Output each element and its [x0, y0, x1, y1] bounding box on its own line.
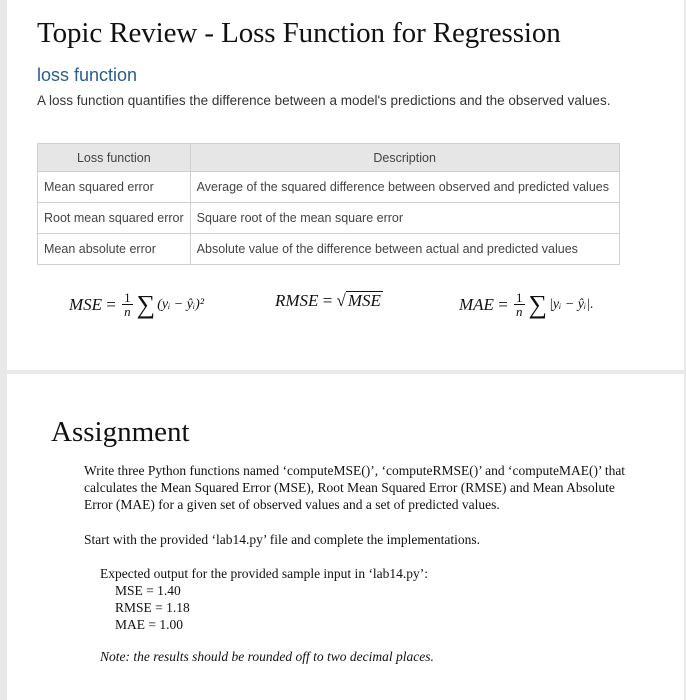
expected-output-intro: Expected output for the provided sample input in ‘lab14.py’: — [100, 566, 429, 581]
fraction-numerator: 1 — [516, 290, 523, 305]
section-heading: loss function — [37, 65, 138, 85]
table-row — [38, 234, 620, 265]
sigma-icon: ∑ — [136, 289, 156, 319]
fraction-denominator: n — [516, 304, 523, 319]
mse-term: (yᵢ − ŷᵢ)² — [157, 296, 205, 312]
table-row — [38, 203, 620, 234]
cell-loss-name: Mean absolute error — [38, 234, 191, 265]
mae-formula: MAE = $\frac{1}{n}$ ∑ |yᵢ − ŷᵢ|. — [459, 289, 594, 319]
rmse-label: RMSE — [275, 291, 319, 310]
output-mae: MAE = 1.00 — [115, 617, 183, 632]
output-mse: MSE = 1.40 — [115, 583, 181, 598]
rounding-note: Note: the results should be rounded off to two decimal places. — [100, 649, 434, 664]
slide-title: Topic Review - Loss Function for Regression — [37, 17, 561, 49]
mae-term: |yᵢ − ŷᵢ|. — [549, 296, 594, 312]
cell-loss-name: Mean squared error — [38, 172, 191, 203]
mse-formula: MSE = $\frac{1}{n}$ ∑ (yᵢ − ŷᵢ)² — [69, 289, 205, 319]
rmse-formula: RMSE = √ MSE — [275, 291, 381, 310]
fraction-denominator: n — [124, 304, 131, 319]
mae-label: MAE — [459, 294, 494, 314]
cell-loss-description: Average of the squared difference between observed and predicted values — [190, 172, 619, 203]
cell-loss-name: Root mean squared error — [38, 203, 191, 234]
fraction-numerator: 1 — [124, 290, 131, 305]
output-rmse: RMSE = 1.18 — [115, 600, 190, 615]
fraction — [122, 291, 133, 318]
square-root — [337, 291, 383, 311]
cell-loss-description: Square root of the mean square error — [190, 203, 619, 234]
loss-function-table — [37, 143, 620, 265]
mse-label: MSE — [69, 294, 103, 314]
header-description: Description — [190, 144, 619, 172]
definition-text: A loss function quantifies the difference between a model's predictions and the observed values. — [37, 93, 611, 108]
cell-loss-description: Absolute value of the difference between actual and predicted values — [190, 234, 619, 265]
rmse-radicand: MSE — [347, 291, 381, 310]
starter-file-paragraph: Start with the provided ‘lab14.py’ file and complete the implementations. — [84, 532, 481, 547]
header-loss-function: Loss function — [38, 144, 191, 172]
table-header-row — [38, 144, 620, 172]
fraction — [514, 291, 525, 318]
table-row — [38, 172, 620, 203]
radical-icon: √ — [336, 291, 346, 310]
assignment-title: Assignment — [51, 416, 190, 448]
sigma-icon: ∑ — [528, 289, 548, 319]
assignment-paragraph: Write three Python functions named ‘computeMSE()’, ‘computeRMSE()’ and ‘computeMAE()’ that calculates the Mean Squared Error (MSE), Root Mean Squared Error (RMSE) and Mean Absolute Error (MAE) for a given set of observed values and a set of predicted values. — [84, 463, 626, 512]
